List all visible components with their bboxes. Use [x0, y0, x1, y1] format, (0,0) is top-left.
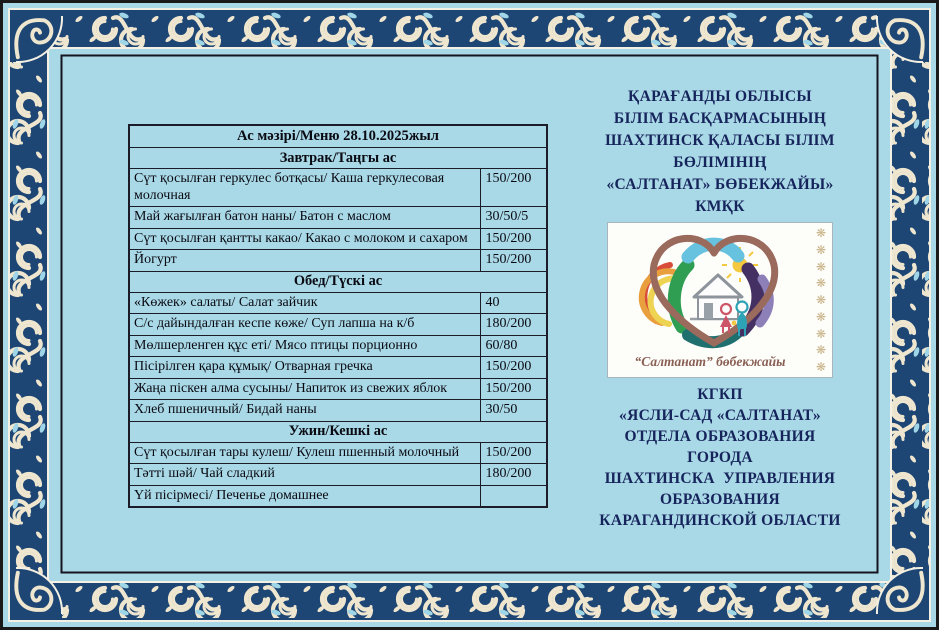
- table-row: [129, 485, 547, 507]
- table-row: [129, 357, 547, 379]
- portion-cell: 60/80: [480, 335, 547, 357]
- organization-name-kazakh: [556, 86, 884, 218]
- dish-cell: Жаңа піскен алма сусыны/ Напиток из свежих яблок: [129, 378, 480, 400]
- section-lunch-header: Обед/Түскі ас: [129, 271, 547, 292]
- org-ru-line: «ЯСЛИ-САД «САЛТАНАТ»: [619, 407, 821, 424]
- portion-cell: 180/200: [480, 464, 547, 486]
- ornament-icon: ❋: [815, 259, 827, 274]
- table-row: [129, 314, 547, 336]
- dish-cell: С/с дайындалған кеспе көже/ Суп лапша на к/б: [129, 314, 480, 336]
- dish-cell: Май жағылған батон наны/ Батон с маслом: [129, 207, 480, 229]
- dish-cell: Йогурт: [129, 250, 480, 272]
- org-kk-line: БӨЛІМІНІҢ: [673, 154, 767, 171]
- org-ru-line: ШАХТИНСКА УПРАВЛЕНИЯ: [604, 470, 836, 487]
- logo-side-ornament: [812, 227, 830, 373]
- portion-cell: [480, 485, 547, 507]
- menu-table-container: [128, 124, 546, 508]
- portion-cell: 150/200: [480, 250, 547, 272]
- ornament-icon: ❋: [815, 276, 827, 291]
- portion-cell: 30/50/5: [480, 207, 547, 229]
- logo-caption: “Салтанат” бөбекжайы: [634, 354, 786, 369]
- section-header-row: [129, 421, 547, 442]
- table-row: [129, 442, 547, 464]
- org-kk-line: ҚАРАҒАНДЫ ОБЛЫСЫ: [628, 88, 812, 105]
- ornament-icon: ❋: [815, 326, 827, 341]
- portion-cell: 150/200: [480, 357, 547, 379]
- dish-cell: Мөлшерленген құс еті/ Мясо птицы порционно: [129, 335, 480, 357]
- table-row: [129, 250, 547, 272]
- dish-cell: Пісірілген қара құмық/ Отварная гречка: [129, 357, 480, 379]
- org-kk-line: КМҚК: [695, 198, 745, 215]
- dish-cell: Сүт қосылған қантты какао/ Какао с молоком и сахаром: [129, 228, 480, 250]
- portion-cell: 150/200: [480, 169, 547, 207]
- dish-cell: Хлеб пшеничный/ Бидай наны: [129, 400, 480, 422]
- org-ru-line: ГОРОДА: [687, 449, 753, 466]
- table-title-row: [129, 125, 547, 148]
- table-row: [129, 169, 547, 207]
- dish-cell: Тәтті шәй/ Чай сладкий: [129, 464, 480, 486]
- portion-cell: 30/50: [480, 400, 547, 422]
- ornament-icon: ❋: [815, 360, 827, 374]
- org-ru-line: КГКП: [697, 386, 743, 403]
- table-row: [129, 228, 547, 250]
- dish-cell: Үй пісірмесі/ Печенье домашнее: [129, 485, 480, 507]
- org-ru-line: ОБРАЗОВАНИЯ: [660, 491, 780, 508]
- portion-cell: 40: [480, 292, 547, 314]
- table-row: [129, 464, 547, 486]
- portion-cell: 150/200: [480, 442, 547, 464]
- ornament-icon: ❋: [815, 226, 827, 240]
- table-row: [129, 335, 547, 357]
- menu-title: Ас мәзірі/Меню 28.10.2025жыл: [129, 125, 547, 148]
- table-row: [129, 400, 547, 422]
- section-dinner-header: Ужин/Кешкі ас: [129, 421, 547, 442]
- dish-cell: Сүт қосылған геркулес ботқасы/ Каша геркулесовая молочная: [129, 169, 480, 207]
- section-header-row: [129, 271, 547, 292]
- portion-cell: 150/200: [480, 228, 547, 250]
- org-ru-line: ОТДЕЛА ОБРАЗОВАНИЯ: [624, 428, 816, 445]
- dish-cell: «Көжек» салаты/ Салат зайчик: [129, 292, 480, 314]
- section-breakfast-header: Завтрак/Таңгы ас: [129, 148, 547, 169]
- ornament-icon: ❋: [815, 242, 827, 257]
- table-row: [129, 207, 547, 229]
- org-kk-line: ШАХТИНСК ҚАЛАСЫ БІЛІМ: [605, 132, 835, 149]
- section-header-row: [129, 148, 547, 169]
- table-row: [129, 378, 547, 400]
- org-ru-line: КАРАГАНДИНСКОЙ ОБЛАСТИ: [599, 512, 841, 529]
- menu-table: [128, 124, 548, 508]
- org-kk-line: БІЛІМ БАСҚАРМАСЫНЫҢ: [613, 110, 827, 127]
- ornament-icon: ❋: [815, 293, 827, 307]
- table-row: [129, 292, 547, 314]
- organization-name-russian: [556, 384, 884, 531]
- portion-cell: 150/200: [480, 378, 547, 400]
- dish-cell: Сүт қосылған тары кулеш/ Кулеш пшенный молочный: [129, 442, 480, 464]
- organization-panel: [556, 86, 884, 531]
- ornament-icon: ❋: [815, 343, 827, 358]
- portion-cell: 180/200: [480, 314, 547, 336]
- kindergarten-logo: [607, 222, 833, 378]
- house-icon: [690, 275, 746, 319]
- org-kk-line: «САЛТАНАТ» БӨБЕКЖАЙЫ»: [606, 176, 834, 193]
- ornament-icon: ❋: [815, 309, 827, 324]
